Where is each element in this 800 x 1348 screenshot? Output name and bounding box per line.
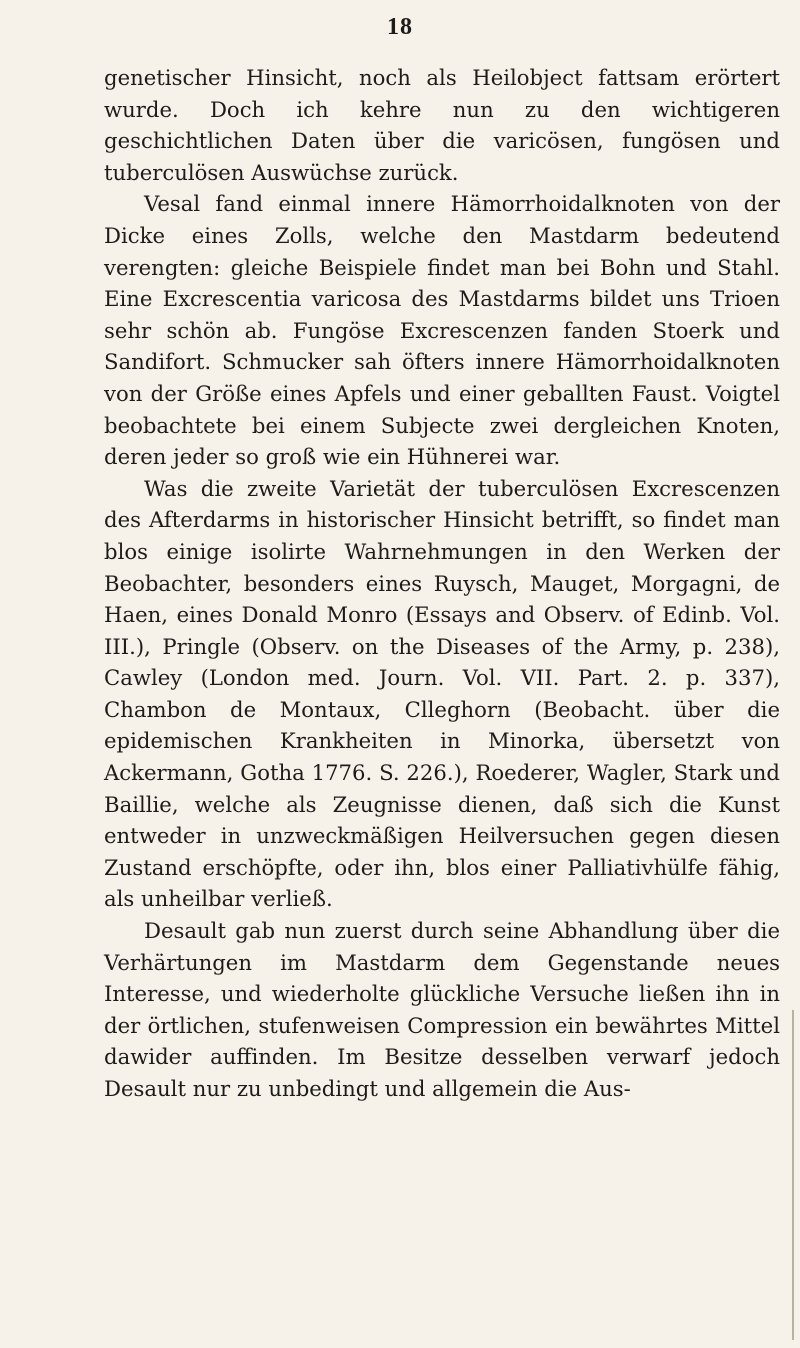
page-number: 18 (387, 14, 413, 40)
paragraph-vesal: Vesal fand einmal innere Hämorrhoidalknoten von der Dicke eines Zolls, welche den Mastdarm bedeutend verengten: gleiche Beispiele findet man bei Bohn und Stahl. Eine Excrescentia varicosa des Mastdarms bildet uns Trioen sehr schön ab. Fungöse Excrescenzen fanden Stoerk und Sandifort. Schmucker sah öfters innere Hämorrhoidalknoten von der Größe eines Apfels und einer geballten Faust. Voigtel beobachtete bei einem Subjecte zwei dergleichen Knoten, deren jeder so groß wie ein Hühnerei war. (104, 191, 780, 470)
page-edge-shadow (792, 1010, 794, 1340)
body-text (104, 62, 780, 1105)
paragraph-desault: Desault gab nun zuerst durch seine Abhandlung über die Verhärtungen im Mastdarm dem Gegenstande neues Interesse, und wiederholte glückliche Versuche ließen ihn in der örtlichen, stufenweisen Compression ein bewährtes Mittel dawider auffinden. Im Besitze desselben verwarf jedoch Desault nur zu unbedingt und allgemein die Aus- (104, 918, 780, 1101)
paragraph-continuation: genetischer Hinsicht, noch als Heilobject fattsam erörtert wurde. Doch ich kehre nun zu den wichtigeren geschichtlichen Daten über die varicösen, fungösen und tuberculösen Auswüchse zurück. (104, 65, 780, 185)
paragraph-second-variety: Was die zweite Varietät der tuberculösen Excrescenzen des Afterdarms in historischer Hinsicht betrifft, so findet man blos einige isolirte Wahrnehmungen in den Werken der Beobachter, besonders eines Ruysch, Mauget, Morgagni, de Haen, eines Donald Monro (Essays and Observ. of Edinb. Vol. III.), Pringle (Observ. on the Diseases of the Army, p. 238), Cawley (London med. Journ. Vol. VII. Part. 2. p. 337), Chambon de Montaux, Clleghorn (Beobacht. über die epidemischen Krankheiten in Minorka, übersetzt von Ackermann, Gotha 1776. S. 226.), Roederer, Wagler, Stark und Baillie, welche als Zeugnisse dienen, daß sich die Kunst entweder in unzweckmäßigen Heilversuchen gegen diesen Zustand erschöpfte, oder ihn, blos einer Palliativhülfe fähig, als unheilbar verließ. (104, 475, 780, 912)
